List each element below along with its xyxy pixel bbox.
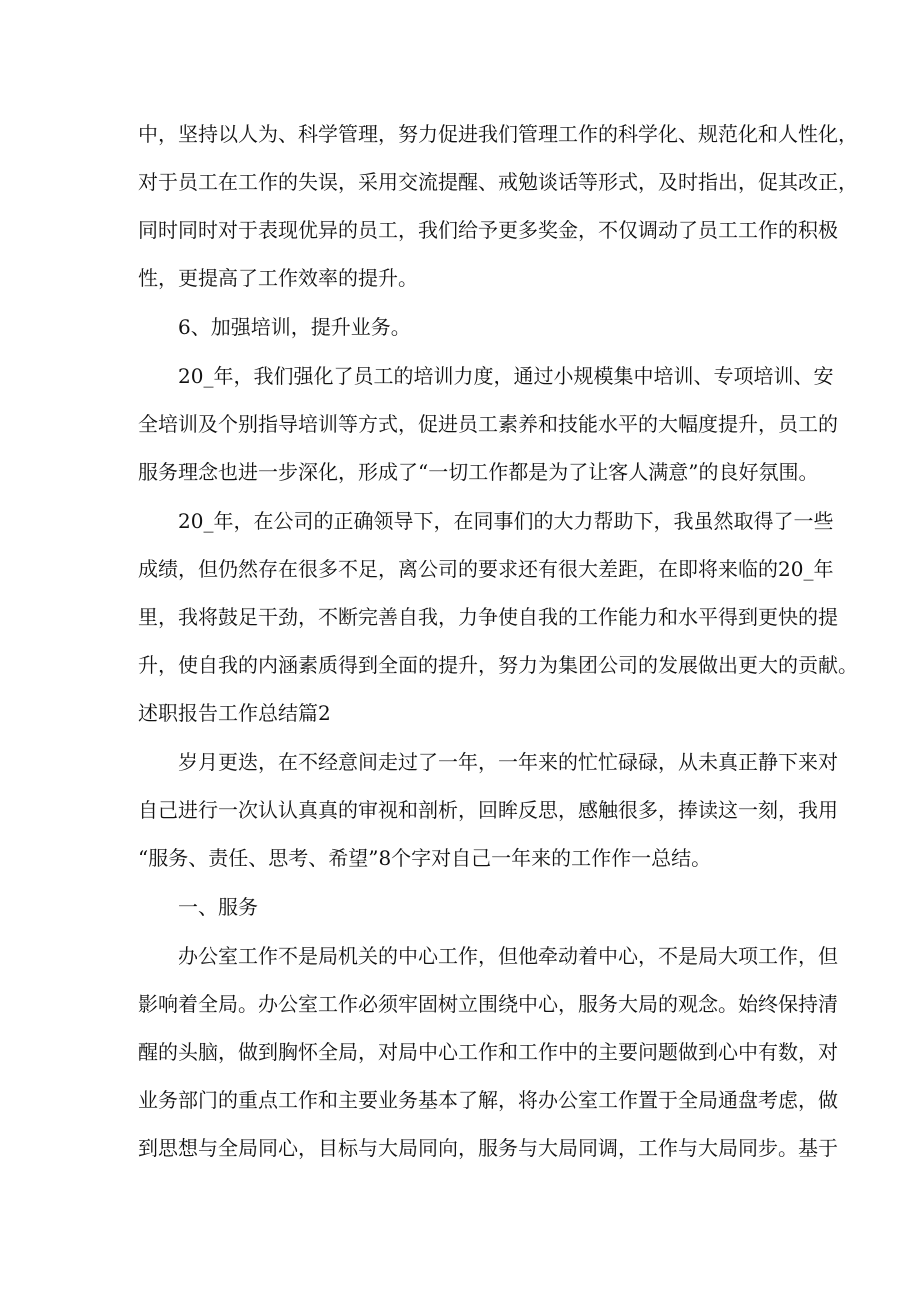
body-text-line: 升，使自我的内涵素质得到全面的提升，努力为集团公司的发展做出更大的贡献。 [138, 653, 858, 677]
body-text-line: 全培训及个别指导培训等方式，促进员工素养和技能水平的大幅度提升，员工的 [138, 412, 838, 436]
body-text-line: 性，更提高了工作效率的提升。 [138, 266, 418, 290]
body-text-line: 20_年，在公司的正确领导下，在同事们的大力帮助下，我虽然取得了一些 [178, 509, 834, 533]
body-text-line: 醒的头脑，做到胸怀全局，对局中心工作和工作中的主要问题做到心中有数，对 [138, 1040, 838, 1064]
body-text-line: 里，我将鼓足干劲，不断完善自我，力争使自我的工作能力和水平得到更快的提 [138, 605, 838, 629]
body-text-line: 自己进行一次认认真真的审视和剖析，回眸反思，感触很多，捧读这一刻，我用 [138, 798, 838, 822]
body-text-line: 20_年，我们强化了员工的培训力度，通过小规模集中培训、专项培训、安 [178, 364, 834, 388]
body-text-line: 对于员工在工作的失误，采用交流提醒、戒勉谈话等形式，及时指出，促其改正， [138, 170, 858, 194]
body-text-line: 业务部门的重点工作和主要业务基本了解，将办公室工作置于全局通盘考虑，做 [138, 1088, 838, 1112]
body-text-line: 服务理念也进一步深化，形成了“一切工作都是为了让客人满意”的良好氛围。 [138, 460, 819, 484]
body-text-line: 成绩，但仍然存在很多不足，离公司的要求还有很大差距，在即将来临的20_年 [138, 557, 834, 581]
body-text-line: 办公室工作不是局机关的中心工作，但他牵动着中心，不是局大项工作，但 [178, 944, 838, 968]
body-text-line: 到思想与全局同心，目标与大局同向，服务与大局同调，工作与大局同步。基于 [138, 1136, 838, 1160]
body-text-line: 同时同时对于表现优异的员工，我们给予更多奖金，不仅调动了员工工作的积极 [138, 218, 838, 242]
report-title: 述职报告工作总结篇2 [138, 701, 331, 725]
body-text-line: 影响着全局。办公室工作必须牢固树立围绕中心，服务大局的观念。始终保持清 [138, 992, 838, 1016]
section-heading: 一、服务 [178, 895, 258, 919]
section-subheading: 6、加强培训，提升业务。 [178, 315, 411, 339]
body-text-line: “服务、责任、思考、希望”8个字对自己一年来的工作作一总结。 [138, 846, 712, 870]
body-text-line: 岁月更迭，在不经意间走过了一年，一年来的忙忙碌碌，从未真正静下来对 [178, 750, 838, 774]
body-text-line: 中，坚持以人为、科学管理，努力促进我们管理工作的科学化、规范化和人性化， [138, 122, 858, 146]
